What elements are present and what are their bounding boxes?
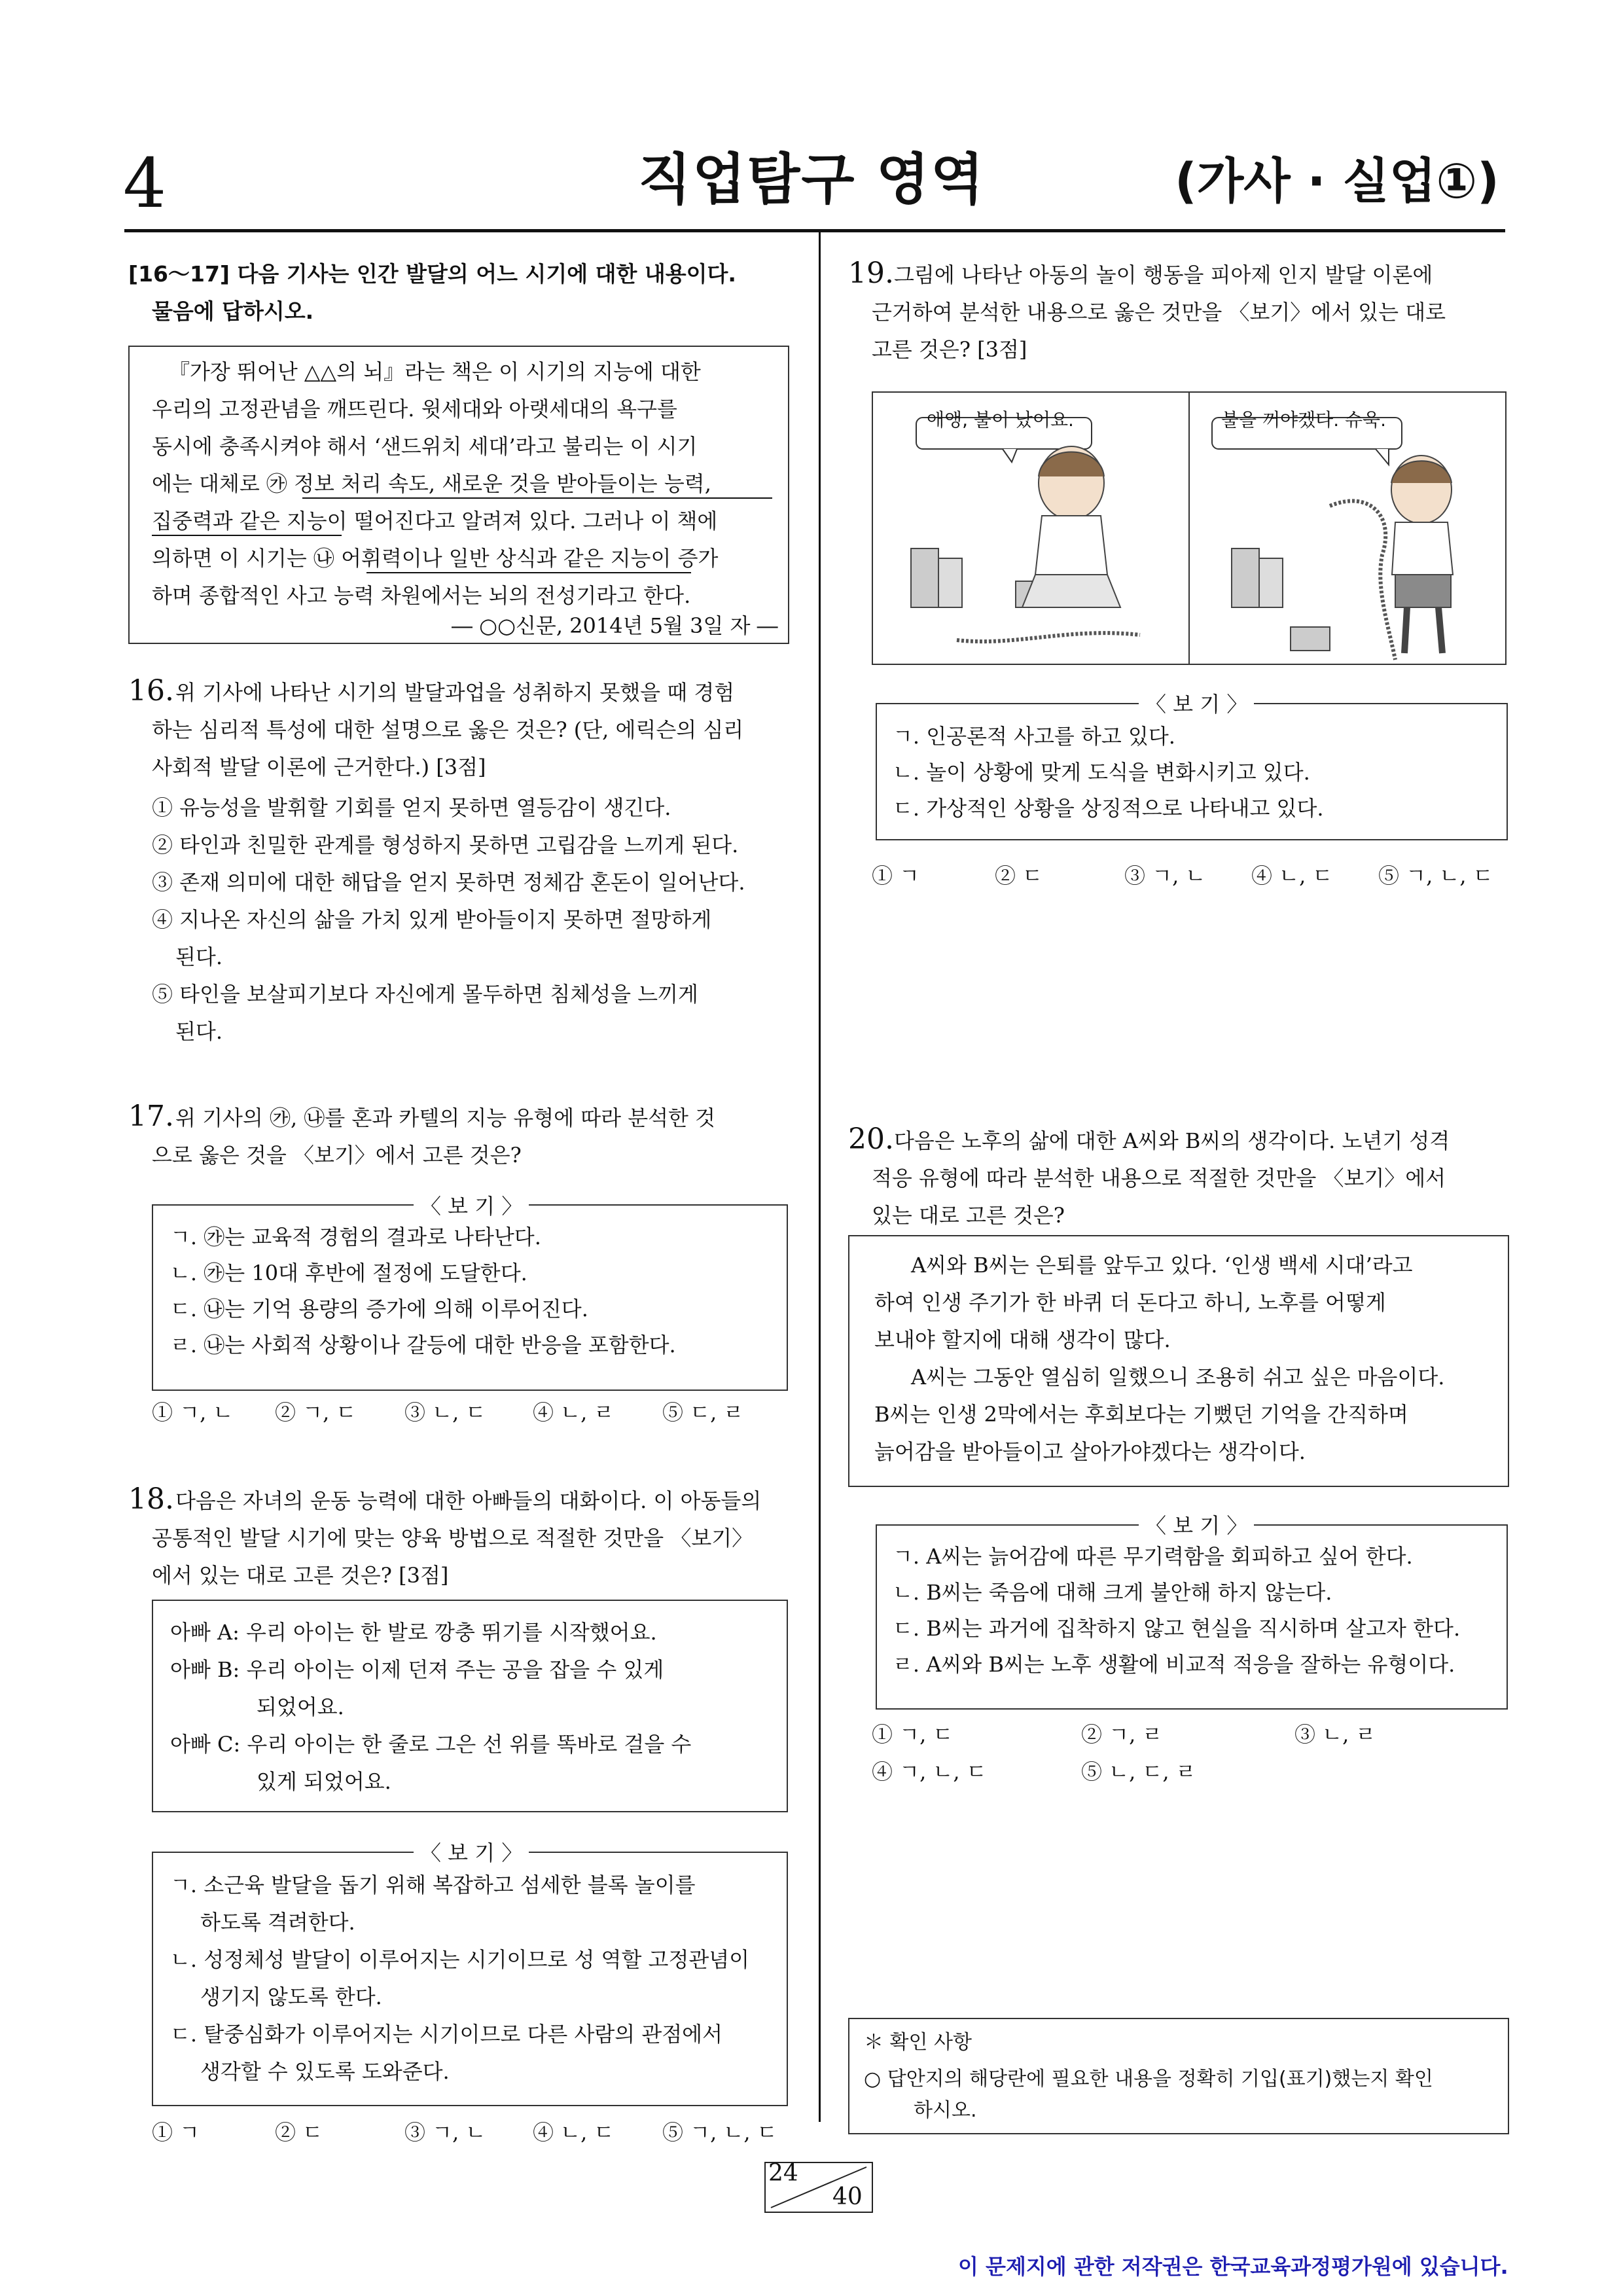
q20-choice-3[interactable]: ③ ㄴ, ㄹ: [1294, 1722, 1376, 1747]
header-rule: [124, 229, 1505, 232]
q17-bogi-title: 〈 보 기 〉: [414, 1190, 529, 1220]
child-body-icon: [1392, 522, 1453, 575]
q18-bogi-item-cont: 생기지 않도록 한다.: [200, 1984, 382, 2009]
article-source: ― ○○신문, 2014년 5월 3일 자 ―: [452, 613, 778, 638]
page-total: 40: [832, 2183, 863, 2210]
q19-choice-3[interactable]: ③ ㄱ, ㄴ: [1124, 863, 1206, 888]
q17-bogi-item: ㄷ. ㉯는 기억 용량의 증가에 의해 이루어진다.: [170, 1297, 588, 1321]
q18-dialog-line: 있게 되었어요.: [257, 1769, 391, 1794]
q17-number: 17.: [128, 1100, 174, 1133]
q16-option-3[interactable]: ③ 존재 의미에 대한 해답을 얻지 못하면 정체감 혼돈이 일어난다.: [152, 870, 745, 895]
page-current: 24: [768, 2160, 798, 2187]
q18-number: 18.: [128, 1482, 174, 1516]
q16-option-2[interactable]: ② 타인과 친밀한 관계를 형성하지 못하면 고립감을 느끼게 된다.: [152, 833, 739, 857]
q18-dialog-line: 아빠 B: 우리 아이는 이제 던져 주는 공을 잡을 수 있게: [170, 1657, 664, 1682]
notice-line: 하시오.: [914, 2099, 977, 2122]
q16-stem: 사회적 발달 이론에 근거한다.) [3점]: [152, 755, 486, 780]
q16-option-5-cont: 된다.: [175, 1019, 223, 1044]
q20-bogi-item: ㄴ. B씨는 죽음에 대해 크게 불안해 하지 않는다.: [893, 1580, 1332, 1605]
q18-stem: 다음은 자녀의 운동 능력에 대한 아빠들의 대화이다. 이 아동들의: [175, 1488, 762, 1513]
q20-bogi-item: ㄱ. A씨는 늙어감에 따른 무기력함을 회피하고 싶어 한다.: [893, 1544, 1413, 1569]
q18-choice-4[interactable]: ④ ㄴ, ㄷ: [533, 2120, 615, 2145]
q17-choice-1[interactable]: ① ㄱ, ㄴ: [152, 1400, 234, 1425]
article-line: 집중력과 같은 지능이 떨어진다고 알려져 있다. 그러나 이 책에: [152, 509, 718, 533]
q20-choice-1[interactable]: ① ㄱ, ㄷ: [872, 1722, 954, 1747]
article-line: 의하면 이 시기는 ㉯ 어휘력이나 일반 상식과 같은 지능이 증가: [152, 546, 719, 571]
q16-number: 16.: [128, 674, 174, 708]
q20-stem: 적응 유형에 따라 분석한 내용으로 적절한 것만을 〈보기〉에서: [872, 1166, 1446, 1191]
q19-choice-2[interactable]: ② ㄷ: [995, 863, 1043, 888]
q19-bogi-item: ㄷ. 가상적인 상황을 상징적으로 나타내고 있다.: [893, 796, 1324, 821]
block-icon: [1259, 558, 1283, 607]
q18-bogi-item-cont: 생각할 수 있도록 도와준다.: [200, 2059, 450, 2084]
article-line: 에는 대체로 ㉮ 정보 처리 속도, 새로운 것을 받아들이는 능력,: [152, 471, 711, 496]
q20-bogi-item: ㄹ. A씨와 B씨는 노후 생활에 비교적 적응을 잘하는 유형이다.: [893, 1652, 1455, 1677]
q17-stem: 위 기사의 ㉮, ㉯를 혼과 카텔의 지능 유형에 따라 분석한 것: [175, 1105, 716, 1130]
q19-number: 19.: [848, 257, 894, 290]
q18-choice-1[interactable]: ① ㄱ: [152, 2120, 200, 2145]
q18-dialog-line: 아빠 C: 우리 아이는 한 줄로 그은 선 위를 똑바로 걸을 수: [170, 1732, 692, 1757]
article-line: 하며 종합적인 사고 능력 차원에서는 뇌의 전성기라고 한다.: [152, 583, 691, 608]
column-divider: [819, 230, 821, 2122]
q18-choice-3[interactable]: ③ ㄱ, ㄴ: [404, 2120, 486, 2145]
q19-stem: 고른 것은? [3점]: [872, 337, 1027, 362]
q18-bogi-title: 〈 보 기 〉: [414, 1837, 529, 1867]
q17-choice-5[interactable]: ⑤ ㄷ, ㄹ: [662, 1400, 744, 1425]
q19-bogi-title: 〈 보 기 〉: [1139, 688, 1254, 718]
q18-stem: 에서 있는 대로 고른 것은? [3점]: [152, 1563, 449, 1588]
article-line: 우리의 고정관념을 깨뜨린다. 윗세대와 아랫세대의 욕구를: [152, 397, 677, 422]
q20-passage-line: 늙어감을 받아들이고 살아가야겠다는 생각이다.: [874, 1439, 1306, 1464]
q20-bogi-title: 〈 보 기 〉: [1139, 1509, 1254, 1539]
intro-16-17-line1: [16～17] 다음 기사는 인간 발달의 어느 시기에 대한 내용이다.: [128, 261, 736, 287]
q18-dialog-line: 아빠 A: 우리 아이는 한 발로 깡충 뛰기를 시작했어요.: [170, 1620, 657, 1645]
copyright-notice: 이 문제지에 관한 저작권은 한국교육과정평가원에 있습니다.: [958, 2254, 1508, 2279]
subject-label: (가사 · 실업①): [1175, 153, 1499, 209]
article-line: 『가장 뛰어난 △△의 뇌』라는 책은 이 시기의 지능에 대한: [169, 359, 701, 384]
q17-choice-2[interactable]: ② ㄱ, ㄷ: [275, 1400, 357, 1425]
q17-choice-3[interactable]: ③ ㄴ, ㄷ: [404, 1400, 486, 1425]
q20-stem: 다음은 노후의 삶에 대한 A씨와 B씨의 생각이다. 노년기 성격: [894, 1128, 1450, 1153]
underline-ga: [302, 497, 772, 499]
q17-bogi-item: ㄱ. ㉮는 교육적 경험의 결과로 나타난다.: [170, 1225, 541, 1249]
child-body-icon: [1035, 516, 1107, 575]
q19-choice-5[interactable]: ⑤ ㄱ, ㄴ, ㄷ: [1378, 863, 1493, 888]
q17-choice-4[interactable]: ④ ㄴ, ㄹ: [533, 1400, 615, 1425]
q18-bogi-item: ㄷ. 탈중심화가 이루어지는 시기이므로 다른 사람의 관점에서: [170, 2022, 723, 2047]
q16-option-4-cont: 된다.: [175, 944, 223, 969]
q19-illustration: [872, 391, 1507, 665]
q17-bogi-item: ㄴ. ㉮는 10대 후반에 절정에 도달한다.: [170, 1261, 527, 1285]
q20-number: 20.: [848, 1122, 894, 1156]
intro-16-17-line2: 물음에 답하시오.: [152, 298, 314, 324]
q20-choice-4[interactable]: ④ ㄱ, ㄴ, ㄷ: [872, 1759, 987, 1784]
q20-passage-line: A씨와 B씨는 은퇴를 앞두고 있다. ‘인생 백세 시대’라고: [911, 1253, 1413, 1278]
q17-stem: 으로 옳은 것을 〈보기〉에서 고른 것은?: [152, 1143, 522, 1168]
q16-option-1[interactable]: ① 유능성을 발휘할 기회를 얻지 못하면 열등감이 생긴다.: [152, 795, 671, 820]
q18-bogi-item-cont: 하도록 격려한다.: [200, 1910, 355, 1935]
q18-dialog-line: 되었어요.: [257, 1695, 344, 1719]
notice-title: ＊ 확인 사항: [864, 2031, 972, 2054]
page-number: 4: [123, 143, 167, 223]
q19-bogi-item: ㄴ. 놀이 상황에 맞게 도식을 변화시키고 있다.: [893, 760, 1310, 785]
underline-ga: [152, 535, 342, 536]
q17-bogi-item: ㄹ. ㉯는 사회적 상황이나 갈등에 대한 반응을 포함한다.: [170, 1333, 676, 1357]
q20-passage-line: 하여 인생 주기가 한 바퀴 더 돈다고 하니, 노후를 어떻게: [874, 1290, 1386, 1315]
q20-passage-line: A씨는 그동안 열심히 일했으니 조용히 쉬고 싶은 마음이다.: [911, 1365, 1445, 1390]
speech-bubble-right: 불을 꺼야겠다. 슈욱.: [1221, 409, 1386, 431]
q16-stem: 위 기사에 나타난 시기의 발달과업을 성취하지 못했을 때 경험: [175, 680, 735, 705]
q20-choice-5[interactable]: ⑤ ㄴ, ㄷ, ㄹ: [1081, 1759, 1196, 1784]
q16-option-5[interactable]: ⑤ 타인을 보살피기보다 자신에게 몰두하면 침체성을 느끼게: [152, 982, 698, 1007]
page-title: 직업탐구 영역: [638, 147, 986, 211]
article-line: 동시에 충족시켜야 해서 ‘샌드위치 세대’라고 불리는 이 시기: [152, 434, 698, 459]
q18-stem: 공통적인 발달 시기에 맞는 양육 방법으로 적절한 것만을 〈보기〉: [152, 1526, 753, 1551]
q18-bogi-item: ㄴ. 성정체성 발달이 이루어지는 시기이므로 성 역할 고정관념이: [170, 1947, 750, 1972]
q20-passage-line: B씨는 인생 2막에서는 후회보다는 기뻤던 기억을 간직하며: [874, 1402, 1408, 1427]
speech-bubble-left: 애앵, 불이 났어요.: [927, 409, 1074, 431]
q16-option-4[interactable]: ④ 지나온 자신의 삶을 가치 있게 받아들이지 못하면 절망하게: [152, 907, 712, 932]
q19-bogi-item: ㄱ. 인공론적 사고를 하고 있다.: [893, 724, 1175, 749]
q18-choice-5[interactable]: ⑤ ㄱ, ㄴ, ㄷ: [662, 2120, 777, 2145]
q19-stem: 근거하여 분석한 내용으로 옳은 것만을 〈보기〉에서 있는 대로: [872, 300, 1446, 325]
q16-stem: 하는 심리적 특성에 대한 설명으로 옳은 것은? (단, 에릭슨의 심리: [152, 717, 744, 742]
q20-stem: 있는 대로 고른 것은?: [872, 1203, 1065, 1228]
block-icon: [938, 558, 962, 607]
block-icon: [1232, 548, 1259, 607]
q20-bogi-item: ㄷ. B씨는 과거에 집착하지 않고 현실을 직시하며 살고자 한다.: [893, 1616, 1461, 1641]
block-icon: [1291, 627, 1330, 651]
q18-bogi-item: ㄱ. 소근육 발달을 돕기 위해 복잡하고 섬세한 블록 놀이를: [170, 1873, 696, 1897]
block-icon: [911, 548, 938, 607]
notice-line: ○ 답안지의 해당란에 필요한 내용을 정확히 기입(표기)했는지 확인: [864, 2068, 1433, 2090]
q19-choice-1[interactable]: ① ㄱ: [872, 863, 920, 888]
q20-choice-2[interactable]: ② ㄱ, ㄹ: [1081, 1722, 1163, 1747]
q19-choice-4[interactable]: ④ ㄴ, ㄷ: [1251, 863, 1333, 888]
q20-passage-line: 보내야 할지에 대해 생각이 많다.: [874, 1327, 1171, 1352]
q18-choice-2[interactable]: ② ㄷ: [275, 2120, 323, 2145]
q19-stem: 그림에 나타난 아동의 놀이 행동을 피아제 인지 발달 이론에: [894, 262, 1433, 287]
underline-na: [366, 572, 691, 573]
